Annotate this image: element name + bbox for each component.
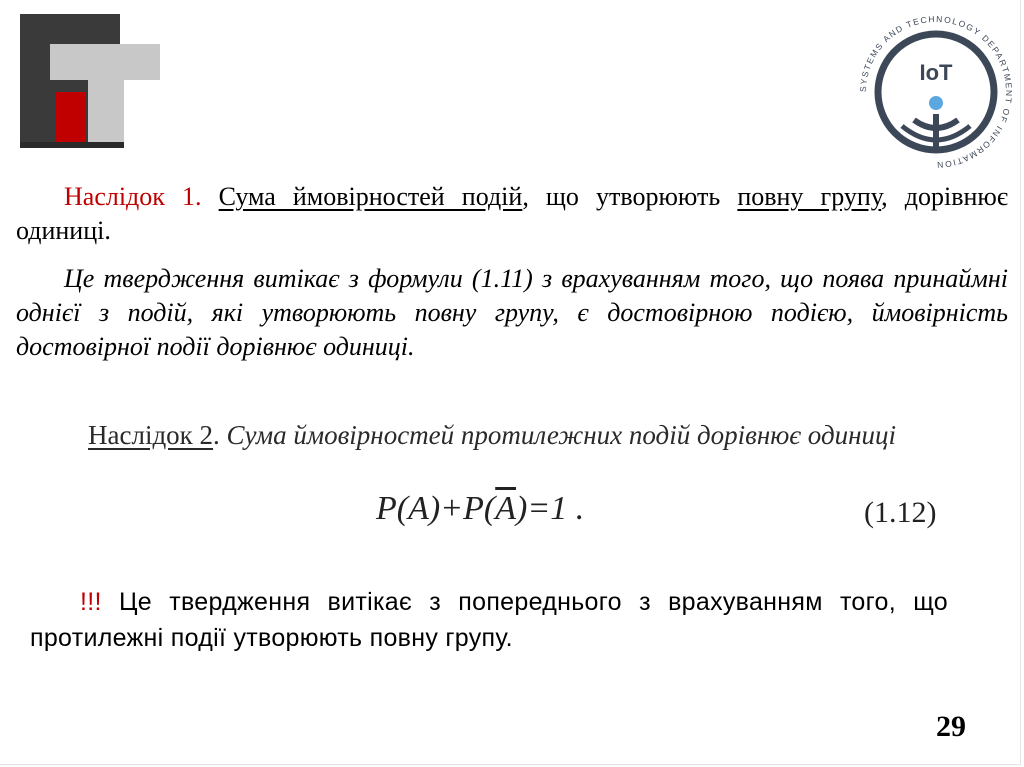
iot-label: IoT	[919, 60, 953, 85]
corollary-1-underlined-full-group: повну групу	[737, 182, 882, 211]
corollary-1-underlined-phrase: Сума ймовірностей подій	[218, 182, 523, 211]
note-text: Це твердження витікає з попереднього з врахуванням того, що протилежні події утворюють повну групу.	[30, 588, 948, 652]
formula-part-2: )=1 .	[516, 490, 585, 527]
note-paragraph	[30, 584, 948, 656]
corollary-1-explanation-text: Це твердження витікає з формули (1.11) з врахуванням того, що поява принаймні однієї з подій, які утворюють повну групу, є достовірною подією, ймовірність достовірної події дорівнює одиниці.	[16, 264, 1008, 361]
equation-number: (1.12)	[864, 496, 937, 529]
formula-part-1: P(A)+P(	[376, 490, 496, 527]
page-number: 29	[936, 710, 966, 743]
iot-department-logo	[852, 8, 1020, 176]
corollary-2-text: Сума ймовірностей протилежних подій дорівнює одиниці	[226, 420, 896, 450]
corollary-1-paragraph	[16, 180, 1008, 248]
exclamation-marks: !!!	[80, 588, 102, 616]
corollary-1-label: Наслідок 1.	[64, 182, 202, 211]
iot-ring-text: SYSTEMS AND TECHNOLOGY DEPARTMENT OF INFORMATION	[857, 13, 1015, 171]
corollary-1-middle: , що утворюють	[522, 182, 738, 211]
corollary-2-paragraph	[16, 418, 950, 452]
formula-complement-a: $\overline{A}$	[495, 490, 516, 527]
ft-logo	[20, 14, 160, 148]
corollary-2-dot: .	[213, 420, 227, 450]
corollary-1-end: , дорівнює одиниці.	[16, 182, 1008, 245]
formula-1-12	[376, 490, 584, 528]
corollary-2-label: Наслідок 2	[88, 420, 214, 450]
corollary-1-explanation	[16, 262, 1008, 364]
